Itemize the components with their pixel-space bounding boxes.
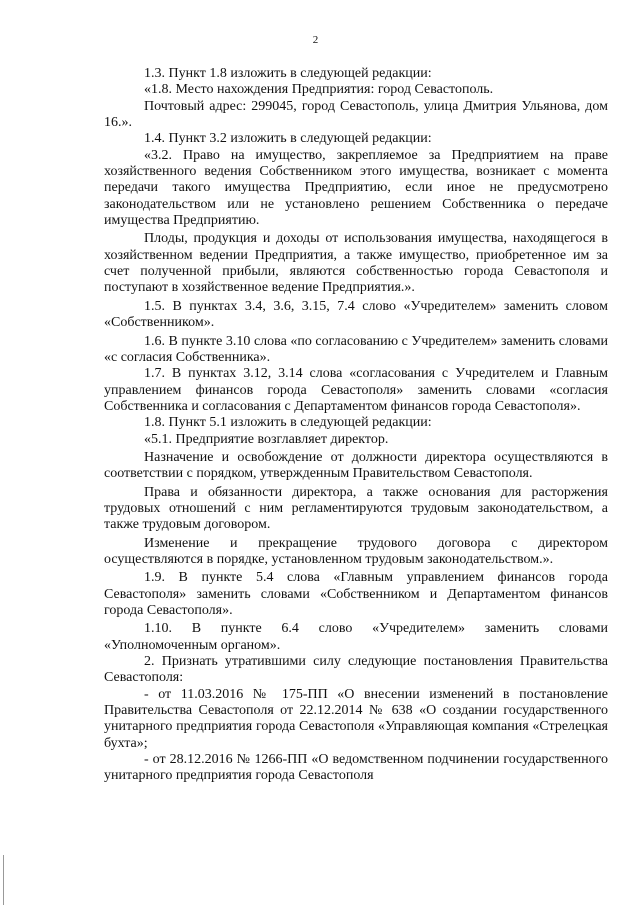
scan-edge-mark bbox=[3, 855, 4, 905]
page-number: 2 bbox=[312, 34, 319, 46]
paragraph-1-8: 1.8. Пункт 5.1 изложить в следующей редакции: bbox=[144, 415, 432, 431]
paragraph-1-3: 1.3. Пункт 1.8 изложить в следующей редакции: bbox=[144, 66, 432, 81]
document-body bbox=[104, 66, 608, 785]
paragraph-quote-3-2: «3.2. Право на имущество, закрепляемое за Предприятием на праве хозяйственного ведения Собственником этого имущества, возникает с момента передачи такого имущества Предприятию, если иное не предусмотрено законодательством или не установлено решением Собственника о передаче имущества Предприятию. bbox=[104, 147, 608, 229]
paragraph-fruits-products: Плоды, продукция и доходы от использования имущества, находящегося в хозяйственном ведении Предприятия, а также имущество, приобретенное им за счет полученной прибыли, являются собственностью города Севастополя и поступают в хозяйственное ведение Предприятия.». bbox=[104, 231, 608, 296]
paragraph-contract-change: Изменение и прекращение трудового договора с директором осуществляются в порядке, установленном трудовым законодательством.». bbox=[104, 535, 608, 567]
list-item-1266-pp: - от 28.12.2016 № 1266-ПП «О ведомственном подчинении государственного унитарного предприятия города Севастополя bbox=[104, 752, 608, 784]
list-item-175-pp: - от 11.03.2016 № 175-ПП «О внесении изменений в постановление Правительства Севастополя от 22.12.2014 № 638 «О создании государственного унитарного предприятия города Севастополя «Управляющая компания «Стрелецкая бухта»; bbox=[104, 686, 608, 751]
paragraph-1-5: 1.5. В пунктах 3.4, 3.6, 3.15, 7.4 слово «Учредителем» заменить словом «Собственником». bbox=[104, 298, 608, 331]
paragraph-1-10: 1.10. В пункте 6.4 слово «Учредителем» заменить словами «Уполномоченным органом». bbox=[104, 621, 608, 653]
paragraph-1-6: 1.6. В пункте 3.10 слова «по согласованию с Учредителем» заменить словами «с согласия Собственника». bbox=[104, 333, 608, 365]
paragraph-quote-5-1: «5.1. Предприятие возглавляет директор. bbox=[144, 431, 389, 447]
paragraph-director-appointment: Назначение и освобождение от должности директора осуществляются в соответствии с порядком, утвержденным Правительством Севастополя. bbox=[104, 449, 608, 482]
paragraph-director-rights: Права и обязанности директора, а также основания для расторжения трудовых отношений с ним регламентируются трудовым законодательством, а также трудовым договором. bbox=[104, 484, 608, 533]
paragraph-quote-1-8: «1.8. Место нахождения Предприятия: город Севастополь. bbox=[144, 82, 494, 98]
paragraph-1-7: 1.7. В пунктах 3.12, 3.14 слова «согласования с Учредителем и Главным управлением финансов города Севастополя» заменить словами «согласия Собственника и согласования с Департаментом финансов города Севастополя». bbox=[104, 366, 608, 414]
paragraph-1-4: 1.4. Пункт 3.2 изложить в следующей редакции: bbox=[144, 131, 432, 147]
paragraph-postal-address: Почтовый адрес: 299045, город Севастополь, улица Дмитрия Ульянова, дом 16.». bbox=[104, 98, 608, 131]
paragraph-2: 2. Признать утратившими силу следующие постановления Правительства Севастополя: bbox=[104, 654, 608, 686]
paragraph-1-9: 1.9. В пункте 5.4 слова «Главным управлением финансов города Севастополя» заменить словами «Собственником и Департаментом финансов города Севастополя». bbox=[104, 570, 608, 618]
